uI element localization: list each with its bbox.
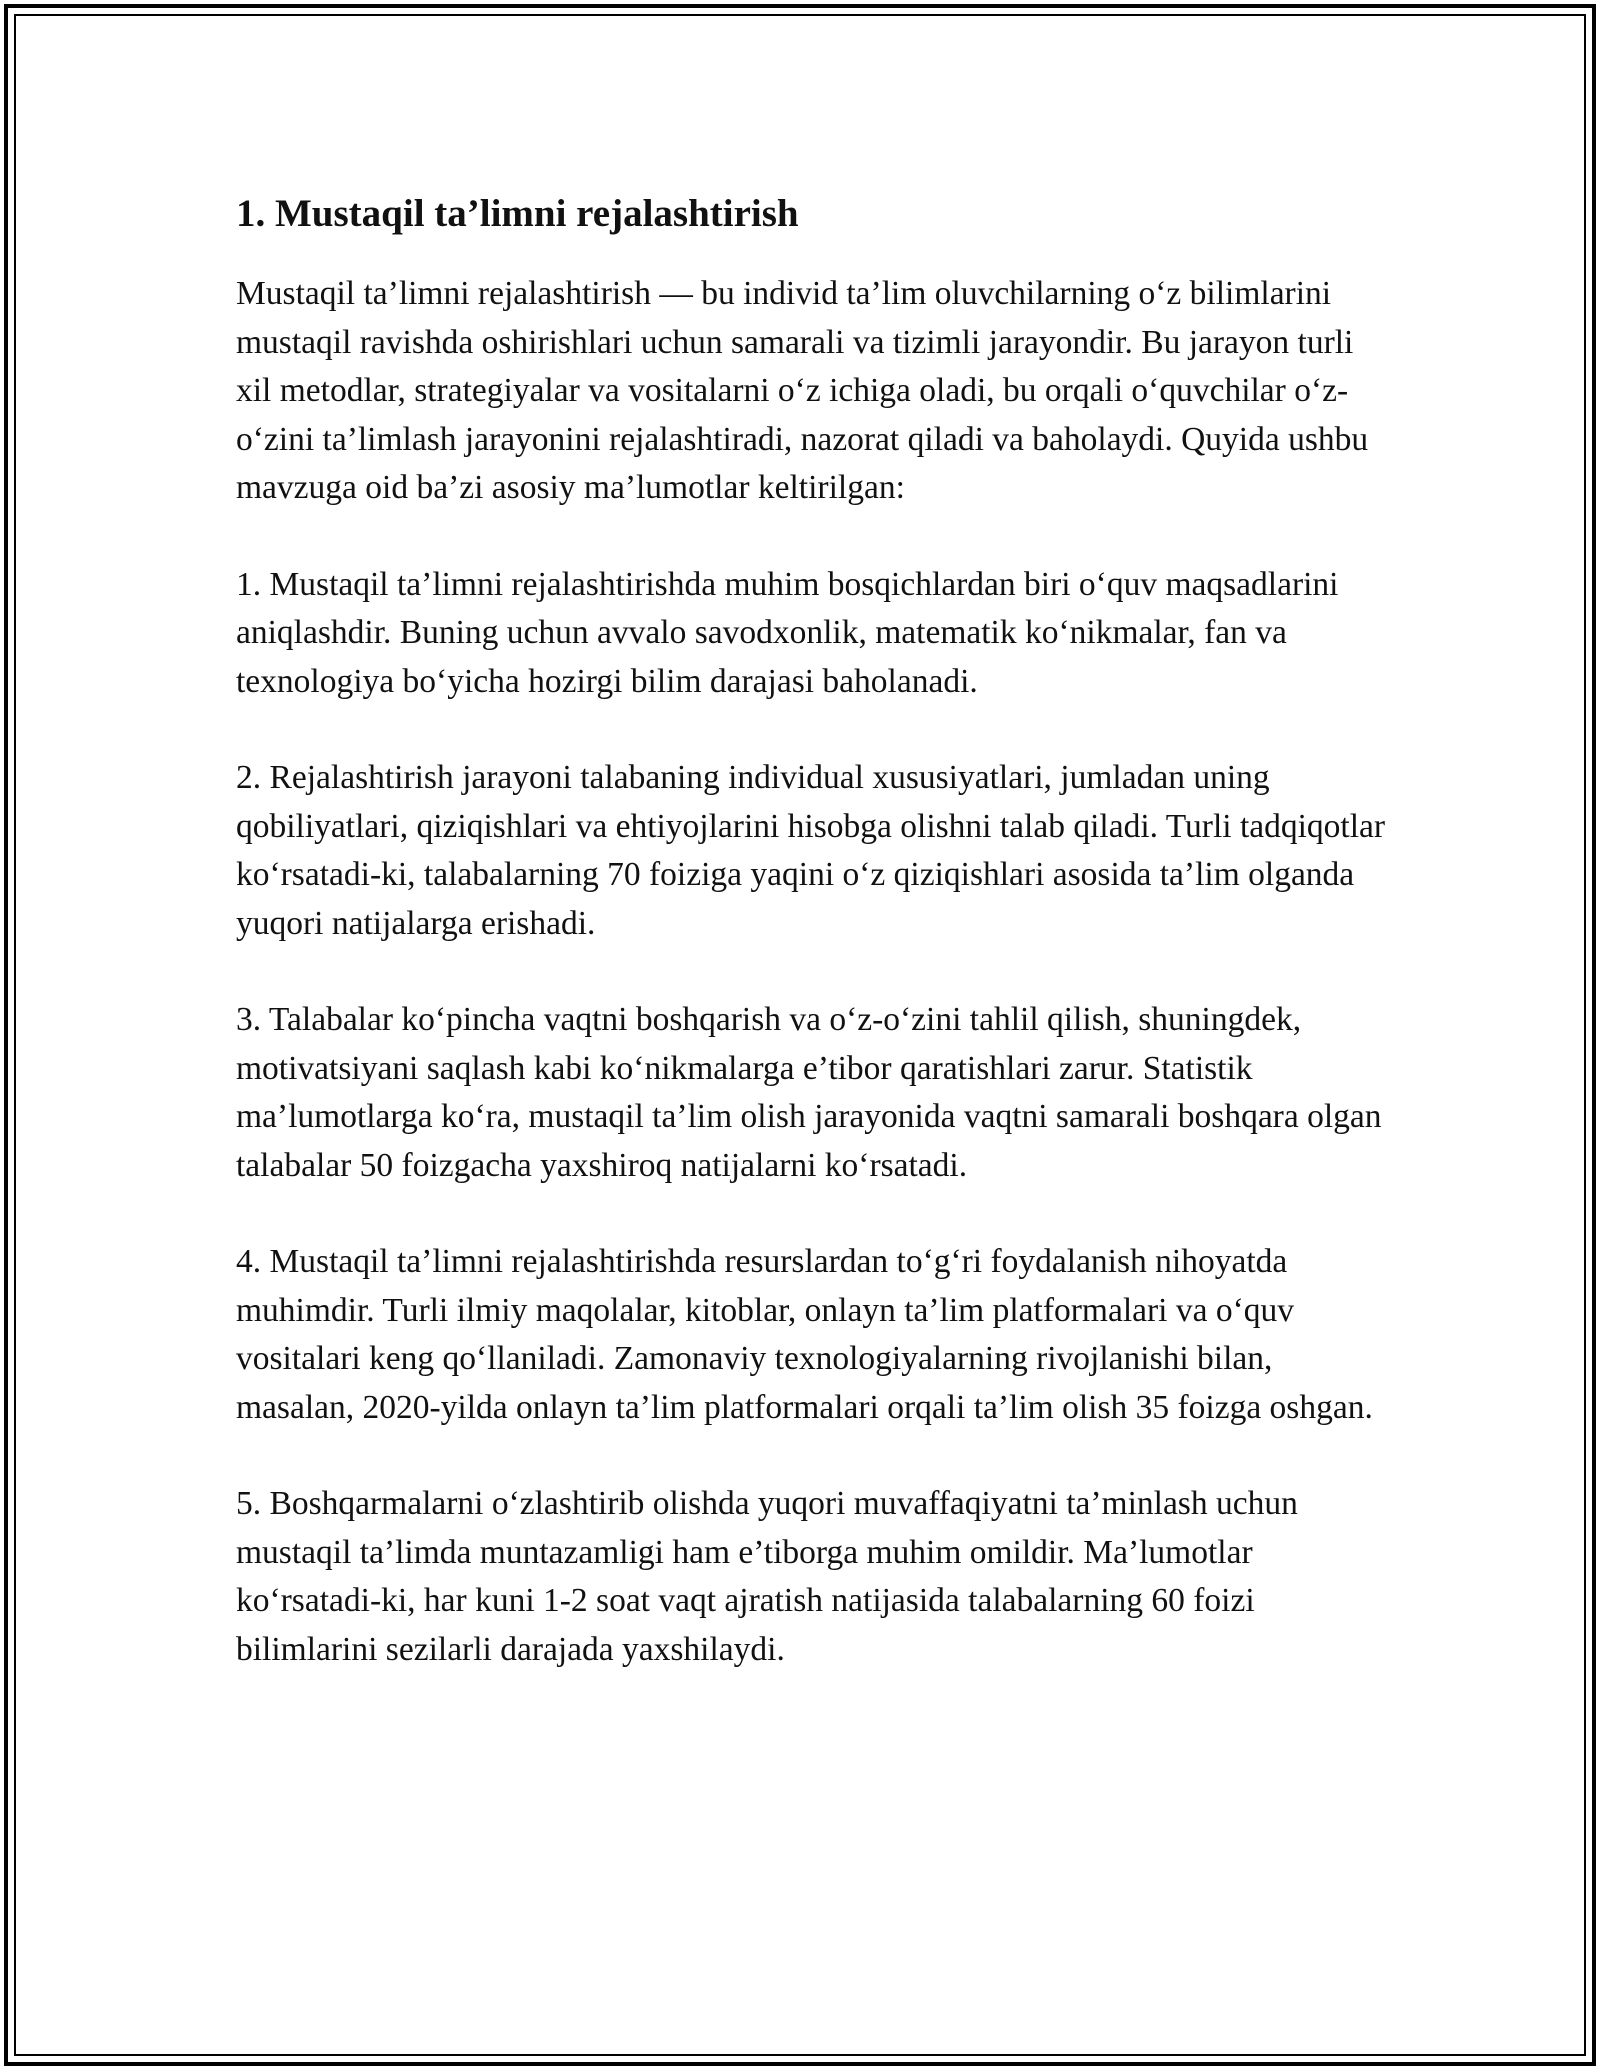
document-body [236,186,1386,1722]
intro-paragraph: Mustaqil ta’limni rejalashtirish — bu individ ta’lim oluvchilarning o‘z bilimlarini mustaqil ravishda oshirishlari uchun samarali va tizimli jarayondir. Bu jarayon turli xil metodlar, strategiyalar va vositalarni o‘z ichiga oladi, bu orqali o‘quvchilar o‘z-o‘zini ta’limlash jarayonini rejalashtiradi, nazorat qiladi va baholaydi. Quyida ushbu mavzuga oid ba’zi asosiy ma’lumotlar keltirilgan: [236,275,1369,506]
list-item-2: 2. Rejalashtirish jarayoni talabaning individual xususiyatlari, jumladan uning qobiliyatlari, qiziqishlari va ehtiyojlarini hisobga olishni talab qiladi. Turli tadqiqotlar ko‘rsatadi-ki, talabalarning 70 foiziga yaqini o‘z qiziqishlari asosida ta’lim olganda yuqori natijalarga erishadi. [236,759,1386,942]
list-item-4: 4. Mustaqil ta’limni rejalashtirishda resurslardan to‘g‘ri foydalanish nihoyatda muhimdir. Turli ilmiy maqolalar, kitoblar, onlayn ta’lim platformalari va o‘quv vositalari keng qo‘llaniladi. Zamonaviy texnologiyalarning rivojlanishi bilan, masalan, 2020-yilda onlayn ta’lim platformalari orqali ta’lim olish 35 foizga oshgan. [236,1243,1373,1426]
list-item-5: 5. Boshqarmalarni o‘zlashtirib olishda yuqori muvaffaqiyatni ta’minlash uchun mustaqil ta’limda muntazamligi ham e’tiborga muhim omildir. Ma’lumotlar ko‘rsatadi-ki, har kuni 1-2 soat vaqt ajratish natijasida talabalarning 60 foizi bilimlarini sezilarli darajada yaxshilaydi. [236,1485,1298,1668]
section-heading: 1. Mustaqil ta’limni rejalashtirish [236,192,799,235]
list-item-1: 1. Mustaqil ta’limni rejalashtirishda muhim bosqichlardan biri o‘quv maqsadlarini aniqlashdir. Buning uchun avvalo savodxonlik, matematik ko‘nikmalar, fan va texnologiya bo‘yicha hozirgi bilim darajasi baholanadi. [236,565,1339,700]
list-item-3: 3. Talabalar ko‘pincha vaqtni boshqarish va o‘z-o‘zini tahlil qilish, shuningdek, motivatsiyani saqlash kabi ko‘nikmalarga e’tibor qaratishlari zarur. Statistik ma’lumotlarga ko‘ra, mustaqil ta’lim olish jarayonida vaqtni samarali boshqara olgan talabalar 50 foizgacha yaxshiroq natijalarni ko‘rsatadi. [236,1001,1382,1184]
